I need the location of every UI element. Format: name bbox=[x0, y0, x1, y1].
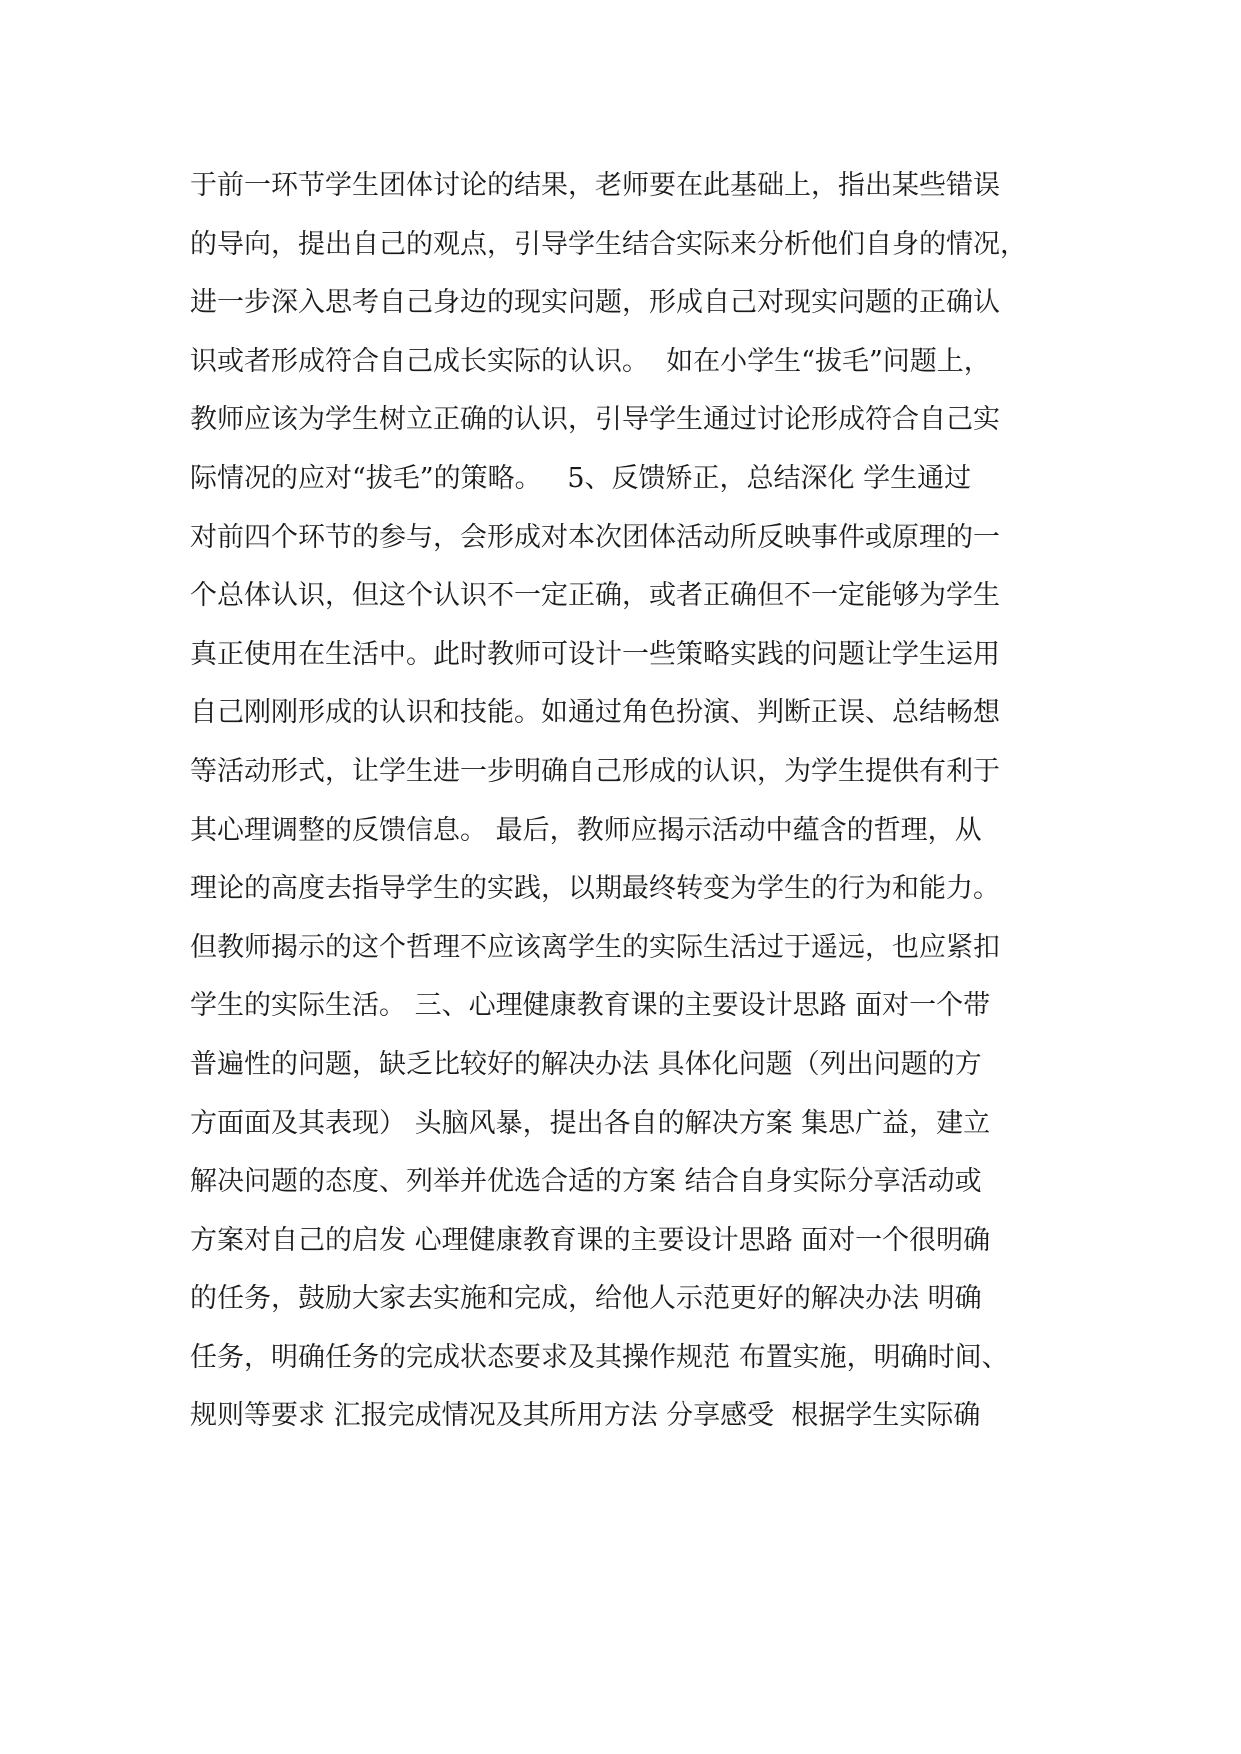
text-line: 理论的高度去指导学生的实践，以期最终转变为学生的行为和能力。 bbox=[190, 873, 1000, 905]
text-line: 普遍性的问题，缺乏比较好的解决办法 具体化问题（列出问题的方 bbox=[190, 1048, 982, 1080]
text-line: 个总体认识，但这个认识不一定正确，或者正确但不一定能够为学生 bbox=[190, 580, 1000, 612]
text-line: 识或者形成符合自己成长实际的认识。 如在小学生“拔毛”问题上， bbox=[190, 345, 991, 377]
text-line: 方面面及其表现） 头脑风暴，提出各自的解决方案 集思广益，建立 bbox=[190, 1107, 991, 1139]
text-line: 解决问题的态度、列举并优选合适的方案 结合自身实际分享活动或 bbox=[190, 1166, 982, 1198]
text-line: 教师应该为学生树立正确的认识，引导学生通过讨论形成符合自己实 bbox=[190, 404, 1000, 436]
text-line: 于前一环节学生团体讨论的结果，老师要在此基础上，指出某些错误 bbox=[190, 170, 1000, 201]
text-line: 的导向，提出自己的观点，引导学生结合实际来分析他们自身的情况， bbox=[190, 228, 1027, 260]
text-line: 学生的实际生活。 三、心理健康教育课的主要设计思路 面对一个带 bbox=[190, 990, 991, 1022]
text-line: 际情况的应对“拔毛”的策略。 5、反馈矫正，总结深化 学生通过 bbox=[190, 462, 972, 494]
text-line: 的任务，鼓励大家去实施和完成，给他人示范更好的解决办法 明确 bbox=[190, 1283, 982, 1315]
text-line: 但教师揭示的这个哲理不应该离学生的实际生活过于遥远，也应紧扣 bbox=[190, 931, 1000, 963]
text-line: 规则等要求 汇报完成情况及其所用方法 分享感受 根据学生实际确 bbox=[190, 1400, 981, 1432]
text-line: 其心理调整的反馈信息。 最后，教师应揭示活动中蕴含的哲理，从 bbox=[190, 814, 982, 846]
text-line: 自己刚刚形成的认识和技能。如通过角色扮演、判断正误、总结畅想 bbox=[190, 697, 1000, 729]
body-text bbox=[190, 157, 1070, 1446]
text-line: 真正使用在生活中。此时教师可设计一些策略实践的问题让学生运用 bbox=[190, 638, 1000, 670]
text-line: 方案对自己的启发 心理健康教育课的主要设计思路 面对一个很明确 bbox=[190, 1224, 991, 1256]
text-line: 任务，明确任务的完成状态要求及其操作规范 布置实施，明确时间、 bbox=[190, 1341, 1009, 1373]
text-line: 等活动形式，让学生进一步明确自己形成的认识，为学生提供有利于 bbox=[190, 755, 1000, 787]
text-line: 进一步深入思考自己身边的现实问题，形成自己对现实问题的正确认 bbox=[190, 287, 1000, 319]
text-line: 对前四个环节的参与，会形成对本次团体活动所反映事件或原理的一 bbox=[190, 521, 1000, 553]
